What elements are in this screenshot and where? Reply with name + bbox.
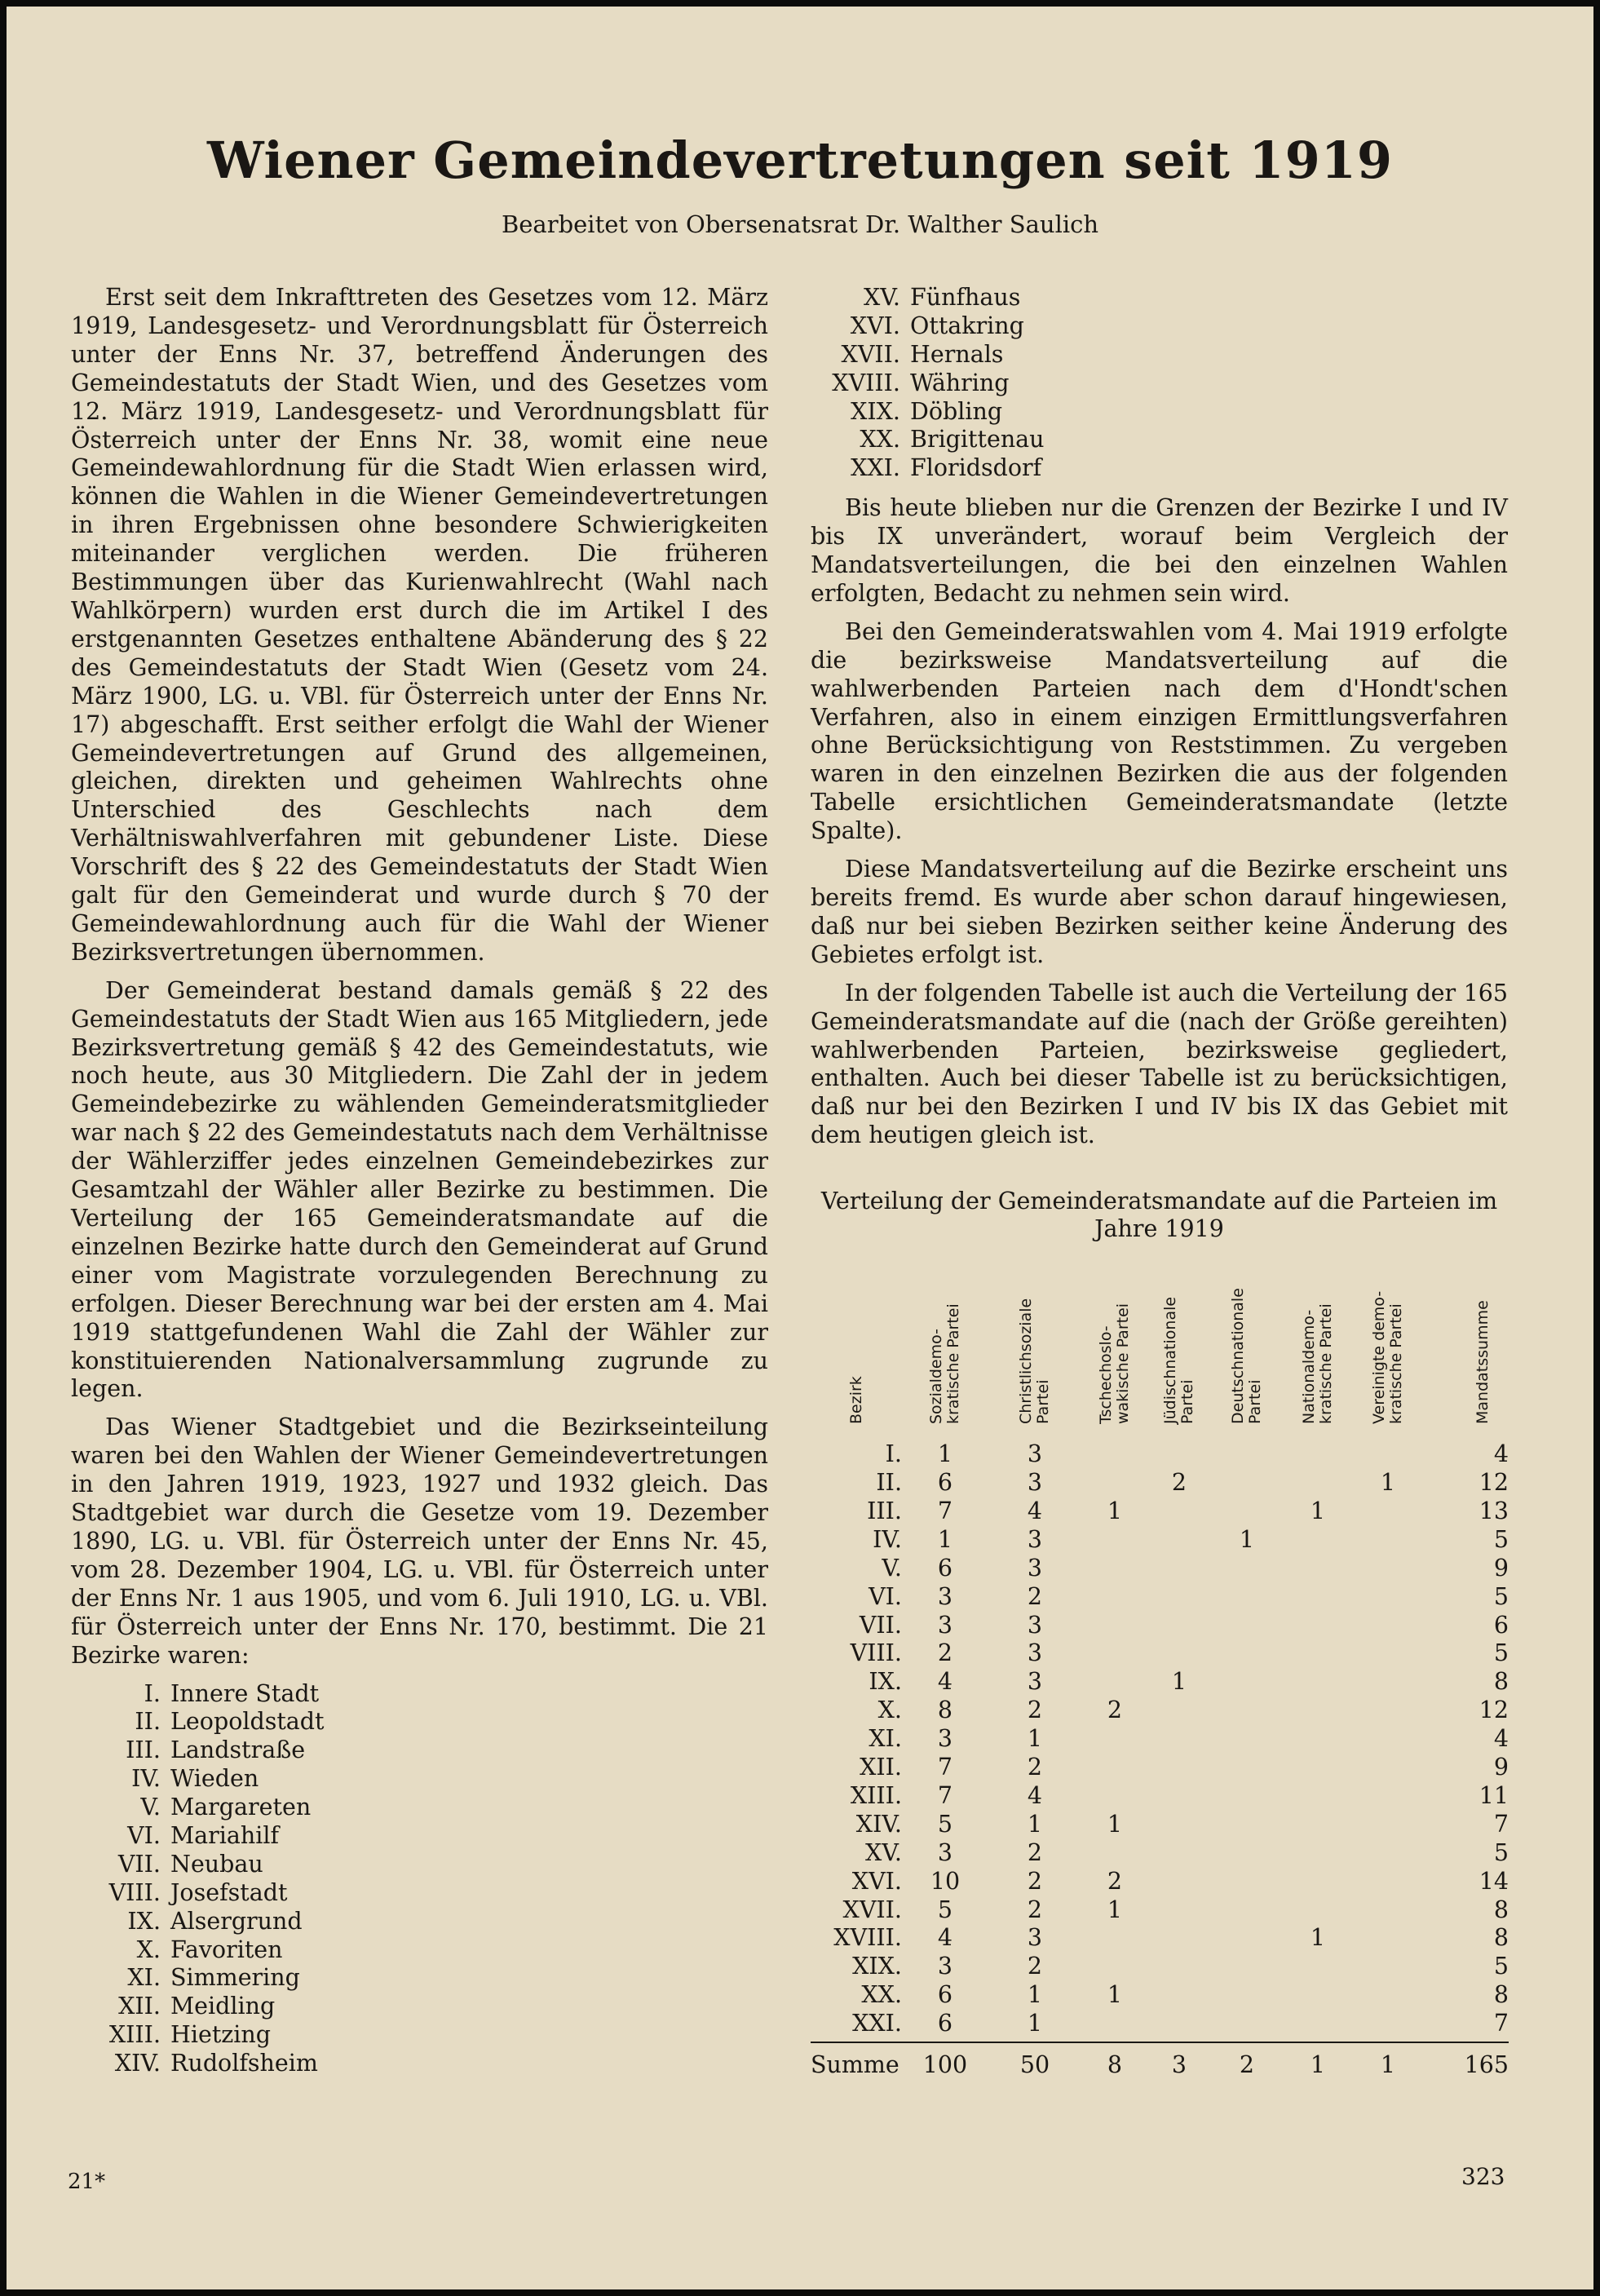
district-cell: IV. [873, 1525, 902, 1553]
district-cell: XII. [860, 1754, 902, 1781]
party-seats-cell: 1 [1310, 1497, 1326, 1524]
district-name: Alsergrund [170, 1907, 303, 1935]
party-seats-cell: 2 [1027, 1838, 1043, 1866]
district-cell: XVII. [842, 1896, 902, 1923]
mandate-sum-cell: 12 [1478, 1697, 1509, 1724]
district-cell: III. [867, 1497, 902, 1524]
district-number: XI. [127, 1964, 161, 1992]
district-name: Fünfhaus [910, 284, 1021, 311]
column-header-label: Mandatssumme [1473, 1300, 1492, 1425]
mandate-sum-cell: 8 [1493, 1981, 1509, 2009]
district-number: V. [140, 1794, 161, 1821]
district-number: IV. [131, 1765, 161, 1793]
party-seats-cell: 2 [1107, 1867, 1123, 1895]
district-name: Mariahilf [170, 1821, 280, 1849]
column-header-label: wakische Partei [1114, 1303, 1132, 1425]
mandate-sum-cell: 9 [1493, 1754, 1509, 1781]
table-row [811, 1981, 1509, 2010]
paragraph: Bei den Gemeinderatswahlen vom 4. Mai 1919 erfolgte die bezirksweise Mandatsverteilung auf die wahlwerbenden Parteien nach dem d'Hondt'schen Verfahren, also in einem einzigen Ermittlungsverfahren ohne Berücksichtigung von Reststimmen. Zu vergeben waren in den einzelnen Bezirken die aus der folgenden Tabelle ersichtlichen Gemeinderatsmandate (letzte Spalte). [811, 617, 1508, 845]
district-item [811, 369, 1508, 398]
party-seats-cell: 2 [1027, 1953, 1043, 1980]
district-item [811, 454, 1508, 483]
party-seats-cell: 6 [937, 1554, 953, 1582]
sum-divider [811, 2042, 1509, 2043]
district-item [71, 1736, 768, 1765]
table-row [811, 1440, 1509, 1469]
party-seats-cell: 6 [937, 1981, 953, 2009]
mandate-sum-cell: 4 [1493, 1725, 1509, 1753]
district-name: Wieden [170, 1765, 259, 1793]
mandate-sum-cell: 7 [1493, 1810, 1509, 1838]
party-seats-cell: 2 [1027, 1896, 1043, 1923]
party-seats-cell: 3 [937, 1611, 953, 1639]
paragraph: Bis heute blieben nur die Grenzen der Bezirke I und IV bis IX unverändert, worauf beim Vergleich der Mandatsverteilungen, die bei den einzelnen Wahlen erfolgten, Bedacht zu nehmen sein wird. [811, 494, 1508, 607]
district-number: VIII. [108, 1878, 161, 1906]
party-seats-cell: 3 [1027, 1611, 1043, 1639]
column-header-label: Partei [1034, 1379, 1052, 1425]
party-seats-cell: 5 [937, 1810, 953, 1838]
party-seats-cell: 3 [1027, 1924, 1043, 1952]
column-header-nationaldemokratische [1289, 1254, 1346, 1424]
mandate-sum-cell: 8 [1493, 1924, 1509, 1952]
district-name: Landstraße [170, 1736, 306, 1764]
signature-mark: 21* [68, 2170, 106, 2194]
district-number: VII. [117, 1850, 161, 1878]
party-seats-cell: 3 [1027, 1554, 1043, 1582]
district-name: Floridsdorf [910, 454, 1042, 482]
party-seats-cell: 4 [1027, 1497, 1043, 1524]
mandate-sum-cell: 8 [1493, 1668, 1509, 1696]
table-row [811, 1868, 1509, 1896]
sum-cell: 2 [1239, 2051, 1255, 2079]
party-seats-cell: 1 [1027, 2010, 1043, 2037]
column-header-label: Christlichsoziale [1017, 1298, 1035, 1425]
district-item [71, 1879, 768, 1908]
party-seats-cell: 1 [1310, 1924, 1326, 1952]
party-seats-cell: 7 [937, 1497, 953, 1524]
sum-cell: 8 [1107, 2051, 1123, 2079]
district-cell: XXI. [852, 2010, 902, 2037]
table-row [811, 1953, 1509, 1981]
sum-row [811, 2051, 1509, 2080]
district-name: Simmering [170, 1964, 300, 1992]
table-row [811, 1639, 1509, 1668]
district-name: Josefstadt [170, 1878, 288, 1906]
district-number: XVII. [841, 340, 900, 368]
column-header-label: kratische Partei [1387, 1303, 1405, 1425]
district-number: VI. [127, 1821, 161, 1849]
page-title: Wiener Gemeindevertretungen seit 1919 [206, 131, 1393, 190]
table-row [811, 2010, 1509, 2038]
sum-label: Summe [811, 2051, 899, 2079]
district-list [71, 1680, 768, 2078]
table-row [811, 1725, 1509, 1754]
district-number: XVIII. [832, 369, 900, 396]
party-seats-cell: 10 [930, 1867, 961, 1895]
party-seats-cell: 3 [937, 1582, 953, 1610]
party-seats-cell: 3 [1027, 1440, 1043, 1468]
district-cell: XX. [861, 1981, 902, 2009]
district-cell: XI. [869, 1725, 902, 1753]
district-cell: X. [877, 1697, 902, 1724]
party-seats-cell: 3 [937, 1838, 953, 1866]
party-seats-cell: 3 [937, 1953, 953, 1980]
party-seats-cell: 2 [1171, 1469, 1187, 1497]
district-item [71, 1680, 768, 1709]
party-seats-cell: 1 [937, 1440, 953, 1468]
district-name: Währing [910, 369, 1010, 396]
column-header-label: Jüdischnationale [1161, 1297, 1179, 1425]
column-header-vereinigte-demokratische [1359, 1254, 1417, 1424]
column-header-label: Tschechoslo- [1097, 1325, 1115, 1425]
district-number: III. [126, 1736, 161, 1764]
district-number: II. [135, 1708, 161, 1736]
district-name: Ottakring [910, 312, 1024, 339]
district-item [71, 1708, 768, 1736]
party-seats-cell: 6 [937, 1469, 953, 1497]
column-header-deutschnationale [1218, 1254, 1275, 1424]
party-seats-cell: 1 [1107, 1810, 1123, 1838]
district-item [71, 1794, 768, 1822]
column-header-juedischnationale [1151, 1254, 1208, 1424]
district-cell: XIX. [852, 1953, 902, 1980]
district-number: XIV. [114, 2050, 161, 2077]
paragraph: Der Gemeinderat bestand damals gemäß § 22 des Gemeindestatuts der Stadt Wien aus 165 Mitgliedern, jede Bezirksvertretung gemäß § 42 des Gemeindestatuts, wie noch heute, aus 30 Mitgliedern. Die Zahl der in jedem Gemeindebezirke zu wählenden Gemeinderatsmitglieder war nach § 22 des Gemeindestatuts nach dem Verhältnisse der Wählerziffer jedes einzelnen Gemeindebezirkes zur Gesamtzahl der Wähler aller Bezirke zu bestimmen. Die Verteilung der 165 Gemeinderatsmandate auf die einzelnen Bezirke hatte durch den Gemeinderat auf Grund einer vom Magistrate vorzulegenden Berechnung zu erfolgen. Dieser Berechnung war bei der ersten am 4. Mai 1919 stattgefundenen Wahl die Zahl der Wähler zur konstituierenden Nationalversammlung zugrunde zu legen. [71, 976, 768, 1403]
table-row [811, 1497, 1509, 1526]
district-cell: II. [876, 1469, 902, 1497]
mandate-sum-cell: 5 [1493, 1838, 1509, 1866]
district-number: XIII. [108, 2021, 161, 2049]
party-seats-cell: 6 [937, 2010, 953, 2037]
column-header-label: Deutschnationale [1229, 1288, 1247, 1425]
district-item [71, 2050, 768, 2078]
party-seats-cell: 2 [1107, 1697, 1123, 1724]
author-line: Bearbeitet von Obersenatsrat Dr. Walther Saulich [501, 210, 1099, 238]
table-title: Verteilung der Gemeinderatsmandate auf die Parteien im Jahre 1919 [820, 1188, 1498, 1243]
column-header-label: kratische Partei [944, 1303, 962, 1425]
party-seats-cell: 3 [937, 1725, 953, 1753]
party-seats-cell: 7 [937, 1754, 953, 1781]
page-number: 323 [1461, 2163, 1505, 2190]
table-row [811, 1469, 1509, 1497]
table-row [811, 1583, 1509, 1612]
party-seats-cell: 3 [1027, 1469, 1043, 1497]
column-header-tschechoslowakische [1086, 1254, 1143, 1424]
table-row [811, 1668, 1509, 1697]
district-cell: XIII. [850, 1781, 902, 1809]
district-item [71, 1908, 768, 1936]
sum-cell: 1 [1310, 2051, 1326, 2079]
mandate-sum-cell: 5 [1493, 1525, 1509, 1553]
table-row [811, 1555, 1509, 1583]
district-list-continued [811, 284, 1508, 483]
paragraph: Erst seit dem Inkrafttreten des Gesetzes vom 12. März 1919, Landesgesetz- und Verordnungsblatt für Österreich unter der Enns Nr. 37, betreffend Änderungen des Gemeindestatuts der Stadt Wien, und des Gesetzes vom 12. März 1919, Landesgesetz- und Verordnungsblatt für Österreich unter der Enns Nr. 38, womit eine neue Gemeindewahlordnung für die Stadt Wien erlassen wird, können die Wahlen in die Wiener Gemeindevertretungen in ihren Ergebnissen ohne besondere Schwierigkeiten miteinander verglichen werden. Die früheren Bestimmungen über das Kurienwahlrecht (Wahl nach Wahlkörpern) wurden erst durch die im Artikel I des erstgenannten Gesetzes enthaltene Abänderung des § 22 des Gemeindestatuts der Stadt Wien (Gesetz vom 24. März 1900, LG. u. VBl. für Österreich unter der Enns Nr. 17) abgeschafft. Erst seither erfolgt die Wahl der Wiener Gemeindevertretungen auf Grund des allgemeinen, gleichen, direkten und geheimen Wahlrechts ohne Unterschied des Geschlechts nach dem Verhältniswahlverfahren mit gebundener Liste. Diese Vorschrift des § 22 des Gemeindestatuts der Stadt Wien galt für den Gemeinderat und wurde durch § 70 der Gemeindewahlordnung auch für die Wahl der Wiener Bezirksvertretungen übernommen. [71, 284, 768, 966]
district-cell: XV. [865, 1838, 902, 1866]
mandate-sum-cell: 9 [1493, 1554, 1509, 1582]
mandate-sum-cell: 8 [1493, 1896, 1509, 1923]
mandate-sum-cell: 6 [1493, 1611, 1509, 1639]
district-item [71, 1936, 768, 1965]
mandate-sum-cell: 14 [1478, 1867, 1509, 1895]
paragraph: Das Wiener Stadtgebiet und die Bezirkseinteilung waren bei den Wahlen der Wiener Gemeindevertretungen in den Jahren 1919, 1923, 1927 und 1932 gleich. Das Stadtgebiet war durch die Gesetze vom 19. Dezember 1890, LG. u. VBl. für Österreich unter der Enns Nr. 45, vom 28. Dezember 1904, LG. u. VBl. für Österreich unter der Enns Nr. 1 aus 1905, und vom 6. Juli 1910, LG. u. VBl. für Österreich unter der Enns Nr. 170, bestimmt. Die 21 Bezirke waren: [71, 1413, 768, 1669]
sum-cell: 165 [1464, 2051, 1509, 2079]
mandate-sum-cell: 13 [1478, 1497, 1509, 1524]
column-header-label: Nationaldemo- [1300, 1309, 1318, 1425]
district-cell: I. [885, 1440, 902, 1468]
party-seats-cell: 4 [1027, 1781, 1043, 1809]
sum-cell: 50 [1019, 2051, 1050, 2079]
column-header-label: Sozialdemo- [927, 1329, 945, 1425]
table-row [811, 1924, 1509, 1953]
district-name: Innere Stadt [170, 1679, 320, 1707]
table-row [811, 1896, 1509, 1925]
party-seats-cell: 1 [1107, 1896, 1123, 1923]
district-item [811, 398, 1508, 427]
mandate-sum-cell: 7 [1493, 2010, 1509, 2037]
party-seats-cell: 3 [1027, 1639, 1043, 1667]
district-number: XV. [864, 284, 900, 311]
mandate-sum-cell: 12 [1478, 1469, 1509, 1497]
left-column [71, 284, 768, 2090]
mandate-sum-cell: 11 [1478, 1781, 1509, 1809]
table-row [811, 1811, 1509, 1839]
mandate-sum-cell: 5 [1493, 1639, 1509, 1667]
party-seats-cell: 1 [1380, 1469, 1396, 1497]
district-name: Döbling [910, 397, 1003, 425]
district-cell: XVI. [851, 1867, 902, 1895]
district-item [811, 341, 1508, 369]
district-name: Hernals [910, 340, 1004, 368]
party-seats-cell: 5 [937, 1896, 953, 1923]
district-number: XVI. [850, 312, 900, 339]
district-name: Leopoldstadt [170, 1708, 325, 1736]
party-seats-cell: 7 [937, 1781, 953, 1809]
party-seats-cell: 1 [1027, 1810, 1043, 1838]
sum-cell: 1 [1380, 2051, 1396, 2079]
right-column [811, 284, 1508, 2152]
district-cell: VIII. [850, 1639, 902, 1667]
district-number: XII. [118, 1993, 161, 2020]
column-header-christlichsoziale [1006, 1254, 1063, 1424]
mandate-sum-cell: 4 [1493, 1440, 1509, 1468]
district-name: Hietzing [170, 2021, 272, 2049]
column-header-label: Partei [1246, 1379, 1264, 1425]
district-name: Brigittenau [910, 426, 1045, 453]
paragraph: In der folgenden Tabelle ist auch die Verteilung der 165 Gemeinderatsmandate auf die (nach der Größe gereihten) wahlwerbenden Parteien, bezirksweise gegliedert, enthalten. Auch bei dieser Tabelle ist zu berücksichtigen, daß nur bei den Bezirken I und IV bis IX das Gebiet mit dem heutigen gleich ist. [811, 979, 1508, 1149]
district-item [811, 284, 1508, 312]
party-seats-cell: 2 [1027, 1697, 1043, 1724]
party-seats-cell: 1 [1107, 1981, 1123, 2009]
column-header-sozialdemokratische [917, 1254, 974, 1424]
mandate-sum-cell: 5 [1493, 1582, 1509, 1610]
party-seats-cell: 1 [937, 1525, 953, 1553]
column-header-label: Bezirk [846, 1376, 865, 1425]
column-header-bezirk [828, 1254, 885, 1424]
column-header-label: Partei [1178, 1379, 1196, 1425]
district-number: X. [136, 1935, 161, 1963]
sum-cell: 3 [1171, 2051, 1187, 2079]
mandate-table [811, 1254, 1509, 2152]
district-item [71, 1851, 768, 1879]
district-item [71, 1822, 768, 1851]
district-cell: XVIII. [833, 1924, 902, 1952]
district-item [71, 1765, 768, 1794]
district-item [811, 426, 1508, 454]
district-number: IX. [127, 1907, 161, 1935]
column-header-mandatssumme [1454, 1254, 1511, 1424]
district-cell: V. [882, 1554, 902, 1582]
district-name: Meidling [170, 1993, 276, 2020]
table-row [811, 1526, 1509, 1555]
table-row [811, 1839, 1509, 1868]
party-seats-cell: 1 [1107, 1497, 1123, 1524]
district-item [71, 1993, 768, 2021]
table-row [811, 1697, 1509, 1725]
column-header-label: kratische Partei [1317, 1303, 1335, 1425]
district-item [811, 312, 1508, 341]
district-cell: IX. [869, 1668, 902, 1696]
table-row [811, 1782, 1509, 1811]
party-seats-cell: 8 [937, 1697, 953, 1724]
party-seats-cell: 3 [1027, 1668, 1043, 1696]
district-name: Neubau [170, 1850, 263, 1878]
district-cell: VI. [869, 1582, 902, 1610]
party-seats-cell: 1 [1027, 1725, 1043, 1753]
party-seats-cell: 2 [1027, 1867, 1043, 1895]
party-seats-cell: 4 [937, 1924, 953, 1952]
district-name: Margareten [170, 1794, 312, 1821]
mandate-sum-cell: 5 [1493, 1953, 1509, 1980]
table-row [811, 1754, 1509, 1782]
party-seats-cell: 4 [937, 1668, 953, 1696]
district-number: XX. [860, 426, 900, 453]
sum-cell: 100 [922, 2051, 968, 2079]
party-seats-cell: 3 [1027, 1525, 1043, 1553]
party-seats-cell: 2 [1027, 1754, 1043, 1781]
party-seats-cell: 2 [1027, 1582, 1043, 1610]
district-number: XIX. [851, 397, 900, 425]
district-item [71, 1964, 768, 1993]
district-item [71, 2021, 768, 2050]
party-seats-cell: 1 [1027, 1981, 1043, 2009]
party-seats-cell: 1 [1171, 1668, 1187, 1696]
district-name: Rudolfsheim [170, 2050, 318, 2077]
district-number: I. [144, 1679, 161, 1707]
district-name: Favoriten [170, 1935, 283, 1963]
district-number: XXI. [851, 454, 900, 482]
paragraph: Diese Mandatsverteilung auf die Bezirke erscheint uns bereits fremd. Es wurde aber schon darauf hingewiesen, daß nur bei sieben Bezirken seither keine Änderung des Gebietes erfolgt ist. [811, 856, 1508, 968]
party-seats-cell: 1 [1239, 1525, 1255, 1553]
district-cell: VII. [859, 1611, 902, 1639]
district-cell: XIV. [855, 1810, 902, 1838]
party-seats-cell: 2 [937, 1639, 953, 1667]
table-row [811, 1612, 1509, 1640]
column-header-label: Vereinigte demo- [1370, 1290, 1388, 1425]
